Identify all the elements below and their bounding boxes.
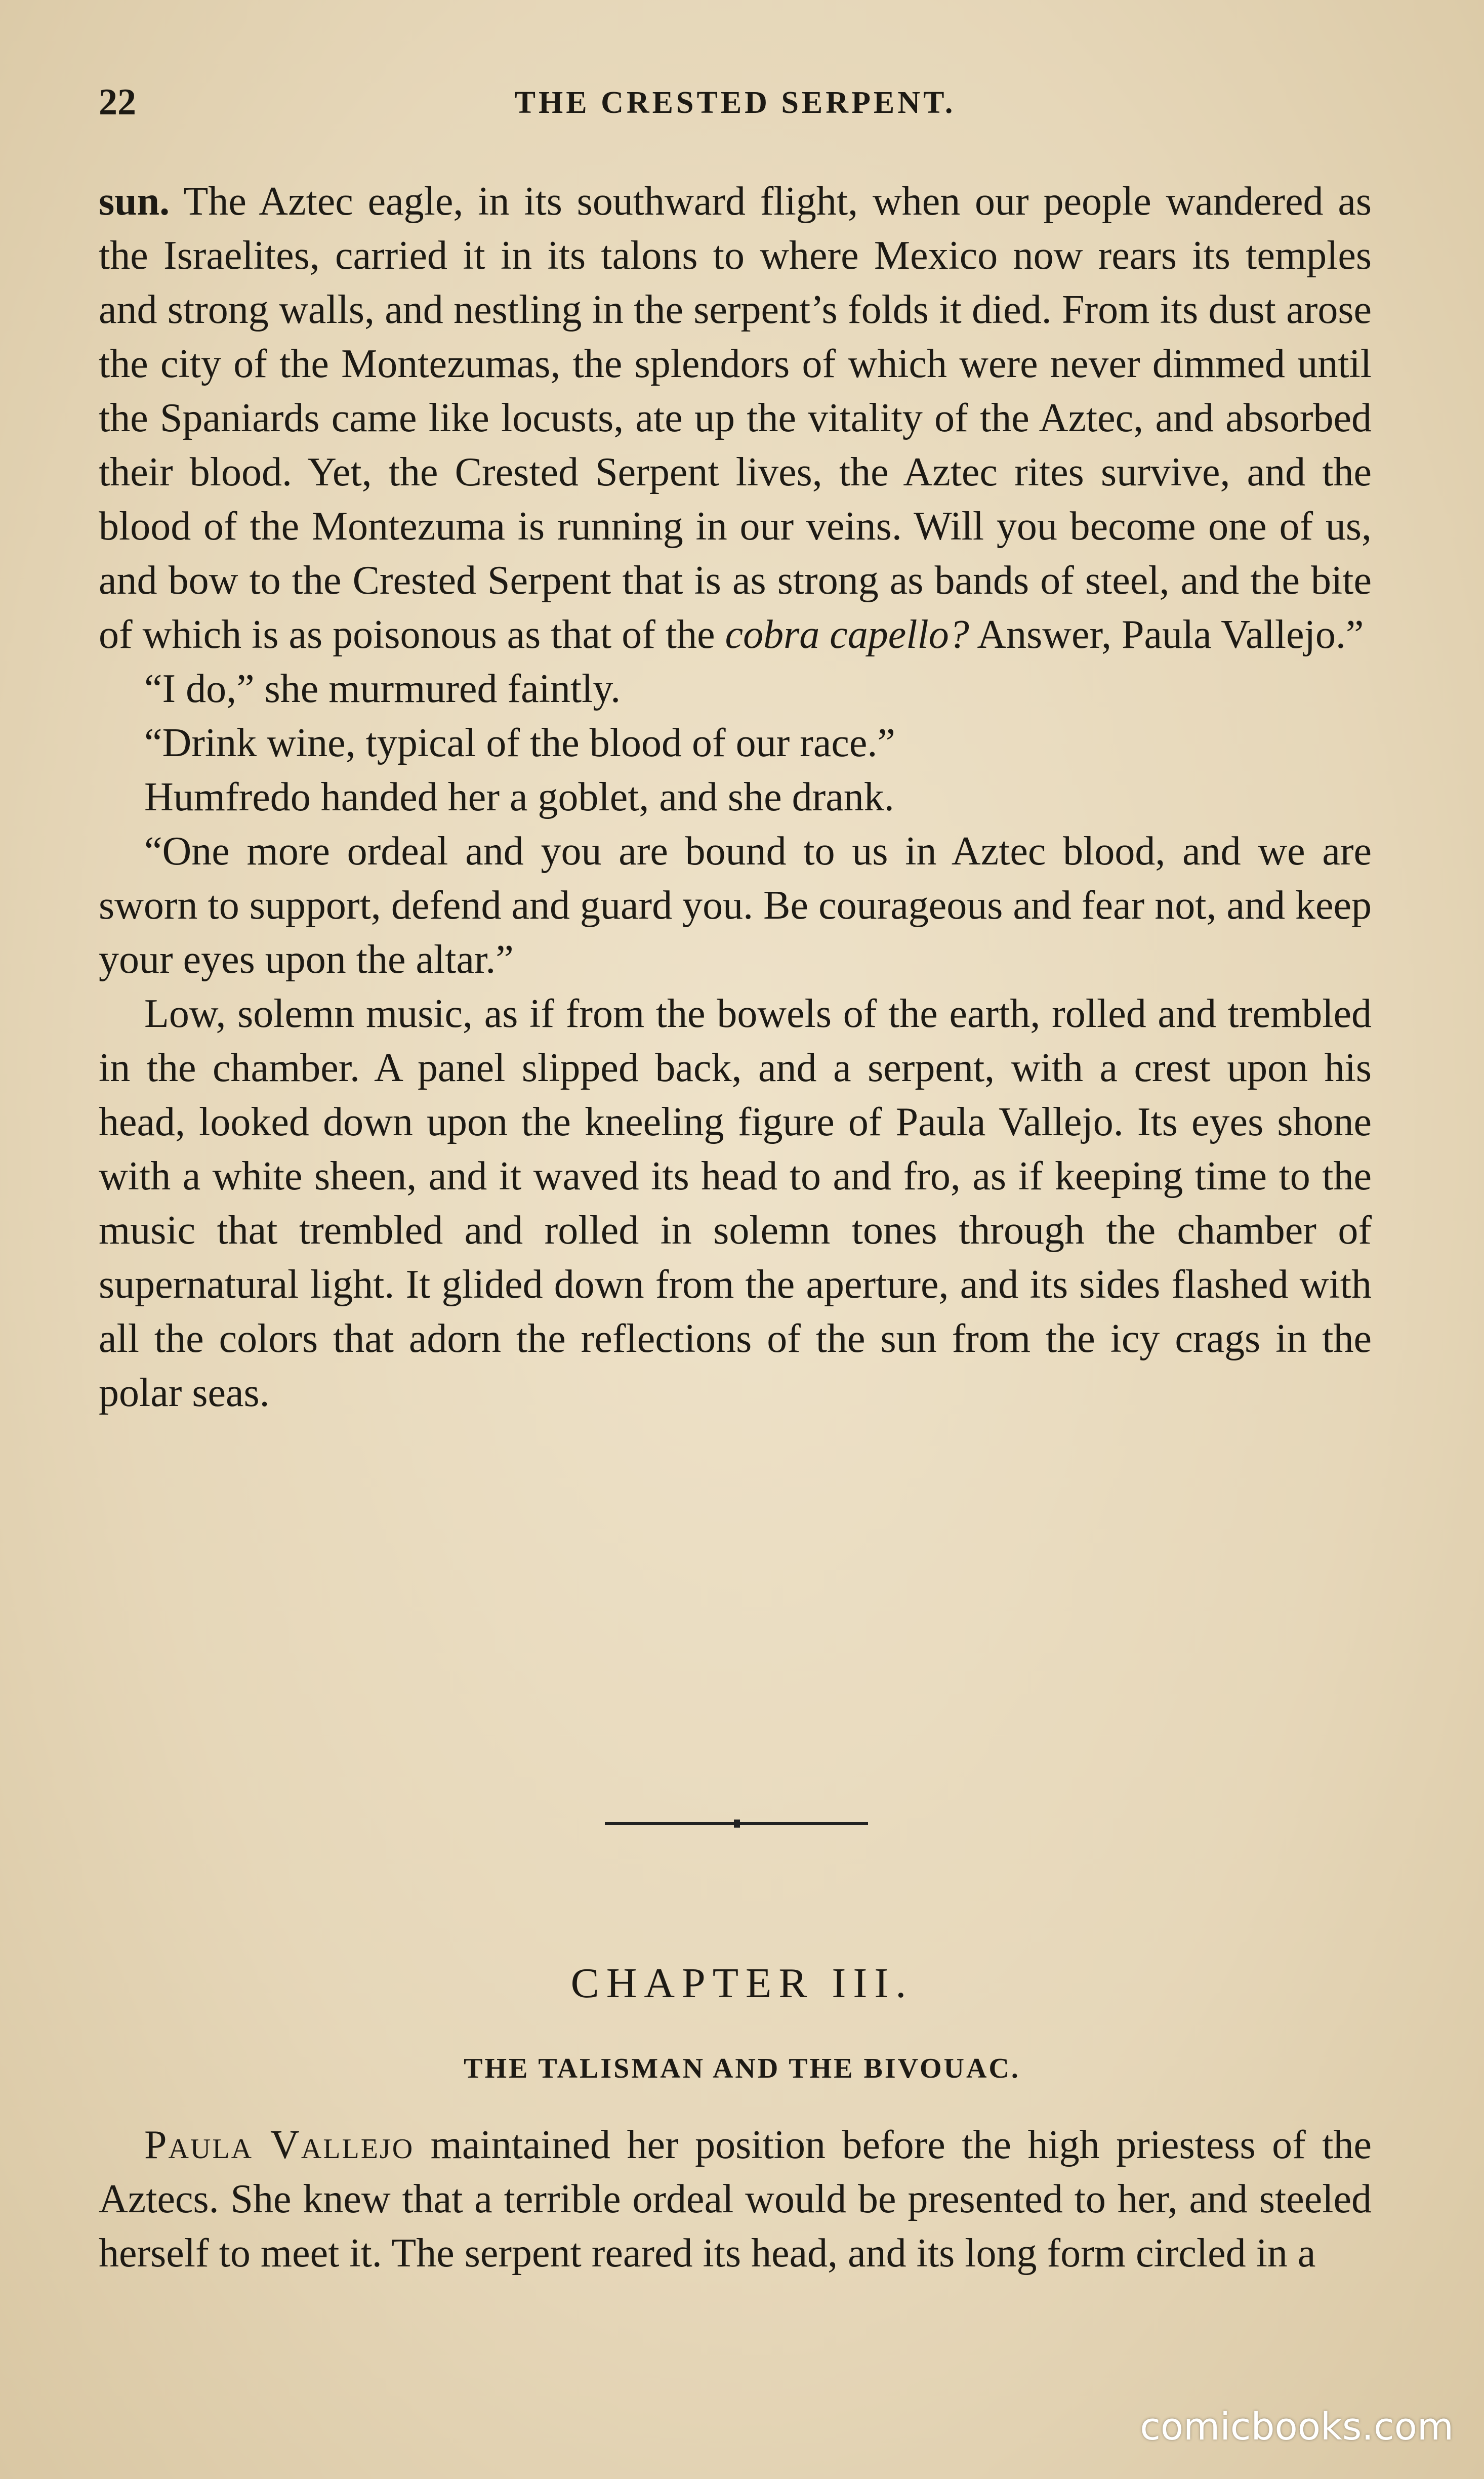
paragraph-2: “I do,” she murmured faintly. <box>144 667 621 711</box>
chapter-first-words: Paula Vallejo <box>144 2123 415 2167</box>
body-text <box>99 175 1372 1420</box>
paragraph-1-start: sun. <box>99 179 170 224</box>
chapter-title: CHAPTER III. <box>570 1960 914 2007</box>
paragraph-1 <box>99 175 1372 662</box>
chapter-paragraph-text: maintained her position before the high priestess of the Aztecs. She knew that a terrible ordeal would be presented to her, and steeled herself to meet it. The serpent reared its head, and its long form circled in a <box>99 2123 1372 2276</box>
paragraph-5: “One more ordeal and you are bound to us in Aztec blood, and we are sworn to support, defend and guard you. Be courageous and fear not, and keep your eyes upon the altar.” <box>99 829 1372 982</box>
chapter-paragraph-1 <box>99 2118 1372 2281</box>
section-divider <box>605 1822 868 1825</box>
paragraph-1-end: Answer, Paula Vallejo.” <box>969 612 1364 657</box>
chapter-text <box>99 2118 1372 2281</box>
paragraph-1-text: The Aztec eagle, in its southward flight, when our people wandered as the Israelites, carried it in its talons to where Mexico now rears its temples and strong walls, and nestling in the serpent’s folds it died. From its dust arose the city of the Montezumas, the splendors of which were never dimmed until the Spaniards came like locusts, ate up the vitality of the Aztec, and absorbed their blood. Yet, the Crested Serpent lives, the Aztec rites survive, and the blood of the Montezuma is running in our veins. Will you become one of us, and bow to the Crested Serpent that is as strong as bands of steel, and the bite of which is as poisonous as that of the <box>99 179 1372 657</box>
watermark: comicbooks.com <box>1140 2405 1454 2449</box>
paragraph-3: “Drink wine, typical of the blood of our race.” <box>144 721 895 765</box>
page-header <box>99 81 1372 127</box>
paragraph-6: Low, solemn music, as if from the bowels of the earth, rolled and trembled in the chamber. A panel slipped back, and a serpent, with a crest upon his head, looked down upon the kneeling figure of Paula Vallejo. Its eyes shone with a white sheen, and it waved its head to and fro, as if keeping time to the music that trembled and rolled in solemn tones through the chamber of supernatural light. It glided down from the aperture, and its sides flashed with all the colors that adorn the reflections of the sun from the icy crags in the polar seas. <box>99 991 1372 1415</box>
chapter-subtitle: THE TALISMAN AND THE BIVOUAC. <box>464 2053 1020 2084</box>
running-title: THE CRESTED SERPENT. <box>514 86 956 120</box>
paragraph-1-italic: cobra capello? <box>725 612 969 657</box>
paragraph-4: Humfredo handed her a goblet, and she drank. <box>144 775 894 819</box>
page-number: 22 <box>99 81 136 123</box>
